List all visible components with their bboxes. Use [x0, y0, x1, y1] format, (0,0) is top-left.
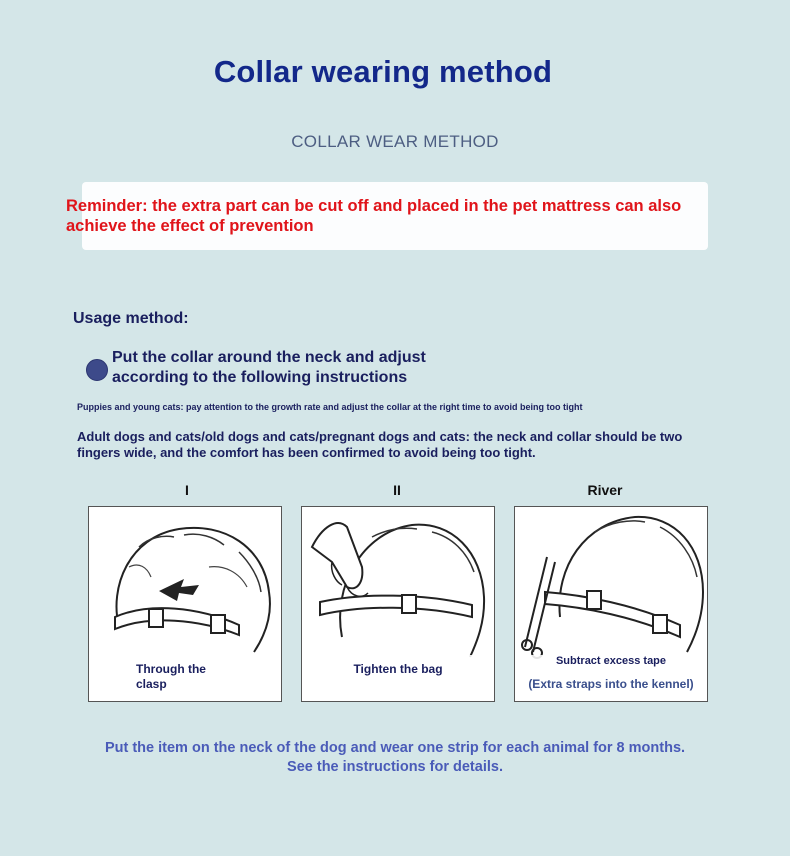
panel-label-3: River [587, 482, 623, 498]
adult-note: Adult dogs and cats/old dogs and cats/pregnant dogs and cats: the neck and collar should be two fingers wide, and the comfort has been confirmed to avoid being too tight. [77, 429, 683, 460]
reminder-text: Reminder: the extra part can be cut off and placed in the pet mattress can also achieve the effect of prevention [66, 197, 682, 235]
page-title: Collar wearing method [213, 54, 553, 89]
footer-note: Put the item on the neck of the dog and wear one strip for each animal for 8 months. See the instructions for details. [104, 740, 686, 775]
panel-tighten-bag [301, 506, 495, 702]
caption-through-clasp: Through the clasp [136, 662, 206, 691]
panel-subtract-tape [514, 506, 708, 702]
panel-label-2: II [393, 482, 401, 498]
usage-label: Usage method: [73, 310, 189, 327]
caption-tighten-bag: Tighten the bag [353, 662, 443, 676]
panel-label-1: I [185, 482, 189, 498]
caption-subtract-tape: Subtract excess tape [555, 655, 667, 667]
puppy-note: Puppies and young cats: pay attention to the growth rate and adjust the collar at the right time to avoid being too tight [77, 402, 583, 412]
caption-extra-straps: (Extra straps into the kennel) [528, 677, 694, 691]
step-instruction: Put the collar around the neck and adjust according to the following instructions [112, 349, 426, 386]
panel-through-clasp [88, 506, 282, 702]
page-subtitle: COLLAR WEAR METHOD [291, 132, 499, 151]
bullet-icon [86, 359, 108, 381]
